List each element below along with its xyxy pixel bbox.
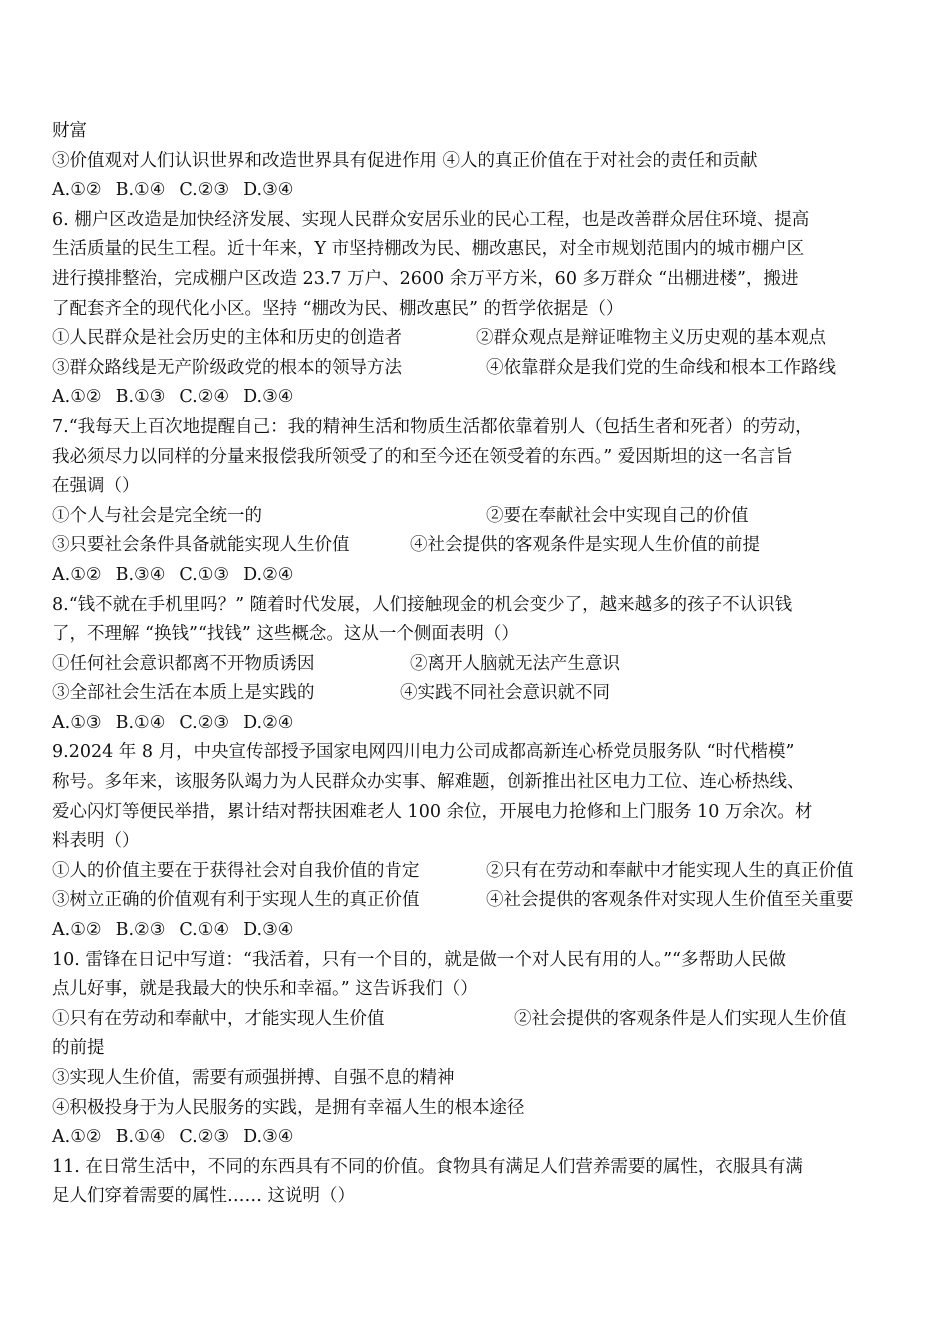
q8-stem-line: 了，不理解 “换钱”“找钱” 这些概念。这从一个侧面表明（） <box>52 624 519 645</box>
q8-options <box>52 709 902 739</box>
option-a: A.①② <box>52 387 102 408</box>
option-c: C.②③ <box>179 180 230 201</box>
q11-stem-line: 足人们穿着需要的属性…… 这说明（） <box>52 1186 356 1207</box>
q6-stem-line: 进行摸排整治，完成棚户区改造 23.7 万户、2600 余万平方米，60 多万群众 “出棚进楼”，搬进 <box>52 268 799 289</box>
q8-choices-row <box>52 650 902 680</box>
option-a: A.①② <box>52 920 102 941</box>
q10-choice-2-cont: 的前提 <box>52 1038 105 1059</box>
q7-choice-4: ④社会提供的客观条件是实现人生价值的前提 <box>410 535 760 556</box>
q7-stem-line: 在强调（） <box>52 476 140 497</box>
q7-stem-line: 7.“我每天上百次地提醒自己：我的精神生活和物质生活都依靠着别人（包括生者和死者）的劳动， <box>52 416 813 437</box>
q7-choice-1: ①个人与社会是完全统一的 <box>52 505 262 526</box>
option-a: A.①② <box>52 180 102 201</box>
q6-choice-3: ③群众路线是无产阶级政党的根本的领导方法 <box>52 357 402 378</box>
q8-stem-line: 8.“钱不就在手机里吗？” 随着时代发展，人们接触现金的机会变少了，越来越多的孩子不认识钱 <box>52 594 793 615</box>
q8-choice-1: ①任何社会意识都离不开物质诱因 <box>52 653 315 674</box>
option-d: D.③④ <box>243 387 294 408</box>
q5-options <box>52 176 902 206</box>
option-b: B.①④ <box>115 180 166 201</box>
q10-choice-2: ②社会提供的客观条件是人们实现人生价值 <box>514 1008 847 1029</box>
option-a: A.①③ <box>52 712 102 733</box>
option-a: A.①② <box>52 1127 102 1148</box>
q6-choices-row <box>52 324 902 354</box>
option-d: D.③④ <box>243 180 294 201</box>
q9-stem-line: 9.2024 年 8 月，中央宣传部授予国家电网四川电力公司成都高新连心桥党员服务队 “时代楷模” <box>52 742 795 763</box>
q8-choice-4: ④实践不同社会意识就不同 <box>400 683 610 704</box>
q10-stem-line: 10. 雷锋在日记中写道：“我活着，只有一个目的，就是做一个对人民有用的人。”“多帮助人民做 <box>52 949 786 970</box>
q10-options <box>52 1123 902 1153</box>
q7-choices-row <box>52 502 902 532</box>
q6-choice-1: ①人民群众是社会历史的主体和历史的创造者 <box>52 328 402 349</box>
q6-stem-line: 生活质量的民生工程。近十年来，Y 市坚持棚改为民、棚改惠民，对全市规划范围内的城市棚户区 <box>52 239 805 260</box>
option-d: D.③④ <box>243 1127 294 1148</box>
q11-stem-line: 11. 在日常生活中，不同的东西具有不同的价值。食物具有满足人们营养需要的属性，衣服具有满 <box>52 1156 803 1177</box>
q10-choice-4: ④积极投身于为人民服务的实践，是拥有幸福人生的根本途径 <box>52 1097 525 1118</box>
q8-choice-3: ③全部社会生活在本质上是实践的 <box>52 683 315 704</box>
q8-choice-2: ②离开人脑就无法产生意识 <box>410 653 620 674</box>
q6-choices-row <box>52 354 902 384</box>
q7-choice-2: ②要在奉献社会中实现自己的价值 <box>486 505 749 526</box>
option-c: C.②③ <box>179 1127 230 1148</box>
q10-choices-row <box>52 1005 902 1035</box>
option-d: D.②④ <box>243 712 294 733</box>
option-c: C.①④ <box>179 920 230 941</box>
option-b: B.①④ <box>115 1127 166 1148</box>
q9-stem-line: 称号。多年来，该服务队竭力为人民群众办实事、解难题，创新推出社区电力工位、连心桥热线、 <box>52 772 805 793</box>
option-b: B.③④ <box>115 564 166 585</box>
q9-choices-row <box>52 886 902 916</box>
option-b: B.①③ <box>115 387 166 408</box>
q5-stem-tail: 财富 <box>52 121 87 141</box>
option-c: C.②③ <box>179 712 230 733</box>
q9-stem-line: 料表明（） <box>52 831 140 852</box>
exam-page <box>52 117 902 1212</box>
q8-choices-row <box>52 679 902 709</box>
q10-stem-line: 点儿好事，就是我最大的快乐和幸福。” 这告诉我们（） <box>52 979 478 1000</box>
q9-stem-line: 爱心闪灯等便民举措，累计结对帮扶困难老人 100 余位，开展电力抢修和上门服务 10 万余次。材 <box>52 801 813 822</box>
q7-stem-line: 我必须尽力以同样的分量来报偿我所领受了的和至今还在领受着的东西。” 爱因斯坦的这一名言旨 <box>52 446 793 467</box>
q9-choice-3: ③树立正确的价值观有利于实现人生的真正价值 <box>52 890 420 911</box>
option-c: C.②④ <box>179 387 230 408</box>
q9-choices-row <box>52 857 902 887</box>
q10-choice-3: ③实现人生价值，需要有顽强拼搏、自强不息的精神 <box>52 1068 455 1088</box>
q6-stem-line: 6. 棚户区改造是加快经济发展、实现人民群众安居乐业的民心工程，也是改善群众居住环境、提高 <box>52 209 810 230</box>
option-b: B.①④ <box>115 712 166 733</box>
q9-choice-4: ④社会提供的客观条件对实现人生价值至关重要 <box>486 890 854 911</box>
q7-choice-3: ③只要社会条件具备就能实现人生价值 <box>52 535 350 556</box>
q9-choice-1: ①人的价值主要在于获得社会对自我价值的肯定 <box>52 860 420 881</box>
option-c: C.①③ <box>179 564 230 585</box>
option-d: D.②④ <box>243 564 294 585</box>
q5-choice-line: ③价值观对人们认识世界和改造世界具有促进作用 ④人的真正价值在于对社会的责任和贡献 <box>52 150 758 171</box>
q6-options <box>52 383 902 413</box>
option-a: A.①② <box>52 564 102 585</box>
option-b: B.②③ <box>115 920 166 941</box>
q9-options <box>52 916 902 946</box>
option-d: D.③④ <box>243 920 294 941</box>
q6-choice-4: ④依靠群众是我们党的生命线和根本工作路线 <box>486 357 836 378</box>
q10-choice-1: ①只有在劳动和奉献中，才能实现人生价值 <box>52 1008 385 1029</box>
q9-choice-2: ②只有在劳动和奉献中才能实现人生的真正价值 <box>486 860 854 881</box>
q6-choice-2: ②群众观点是辩证唯物主义历史观的基本观点 <box>476 328 826 349</box>
q6-stem-line: 了配套齐全的现代化小区。坚持 “棚改为民、棚改惠民” 的哲学依据是（） <box>52 298 624 319</box>
q7-choices-row <box>52 531 902 561</box>
q7-options <box>52 561 902 591</box>
